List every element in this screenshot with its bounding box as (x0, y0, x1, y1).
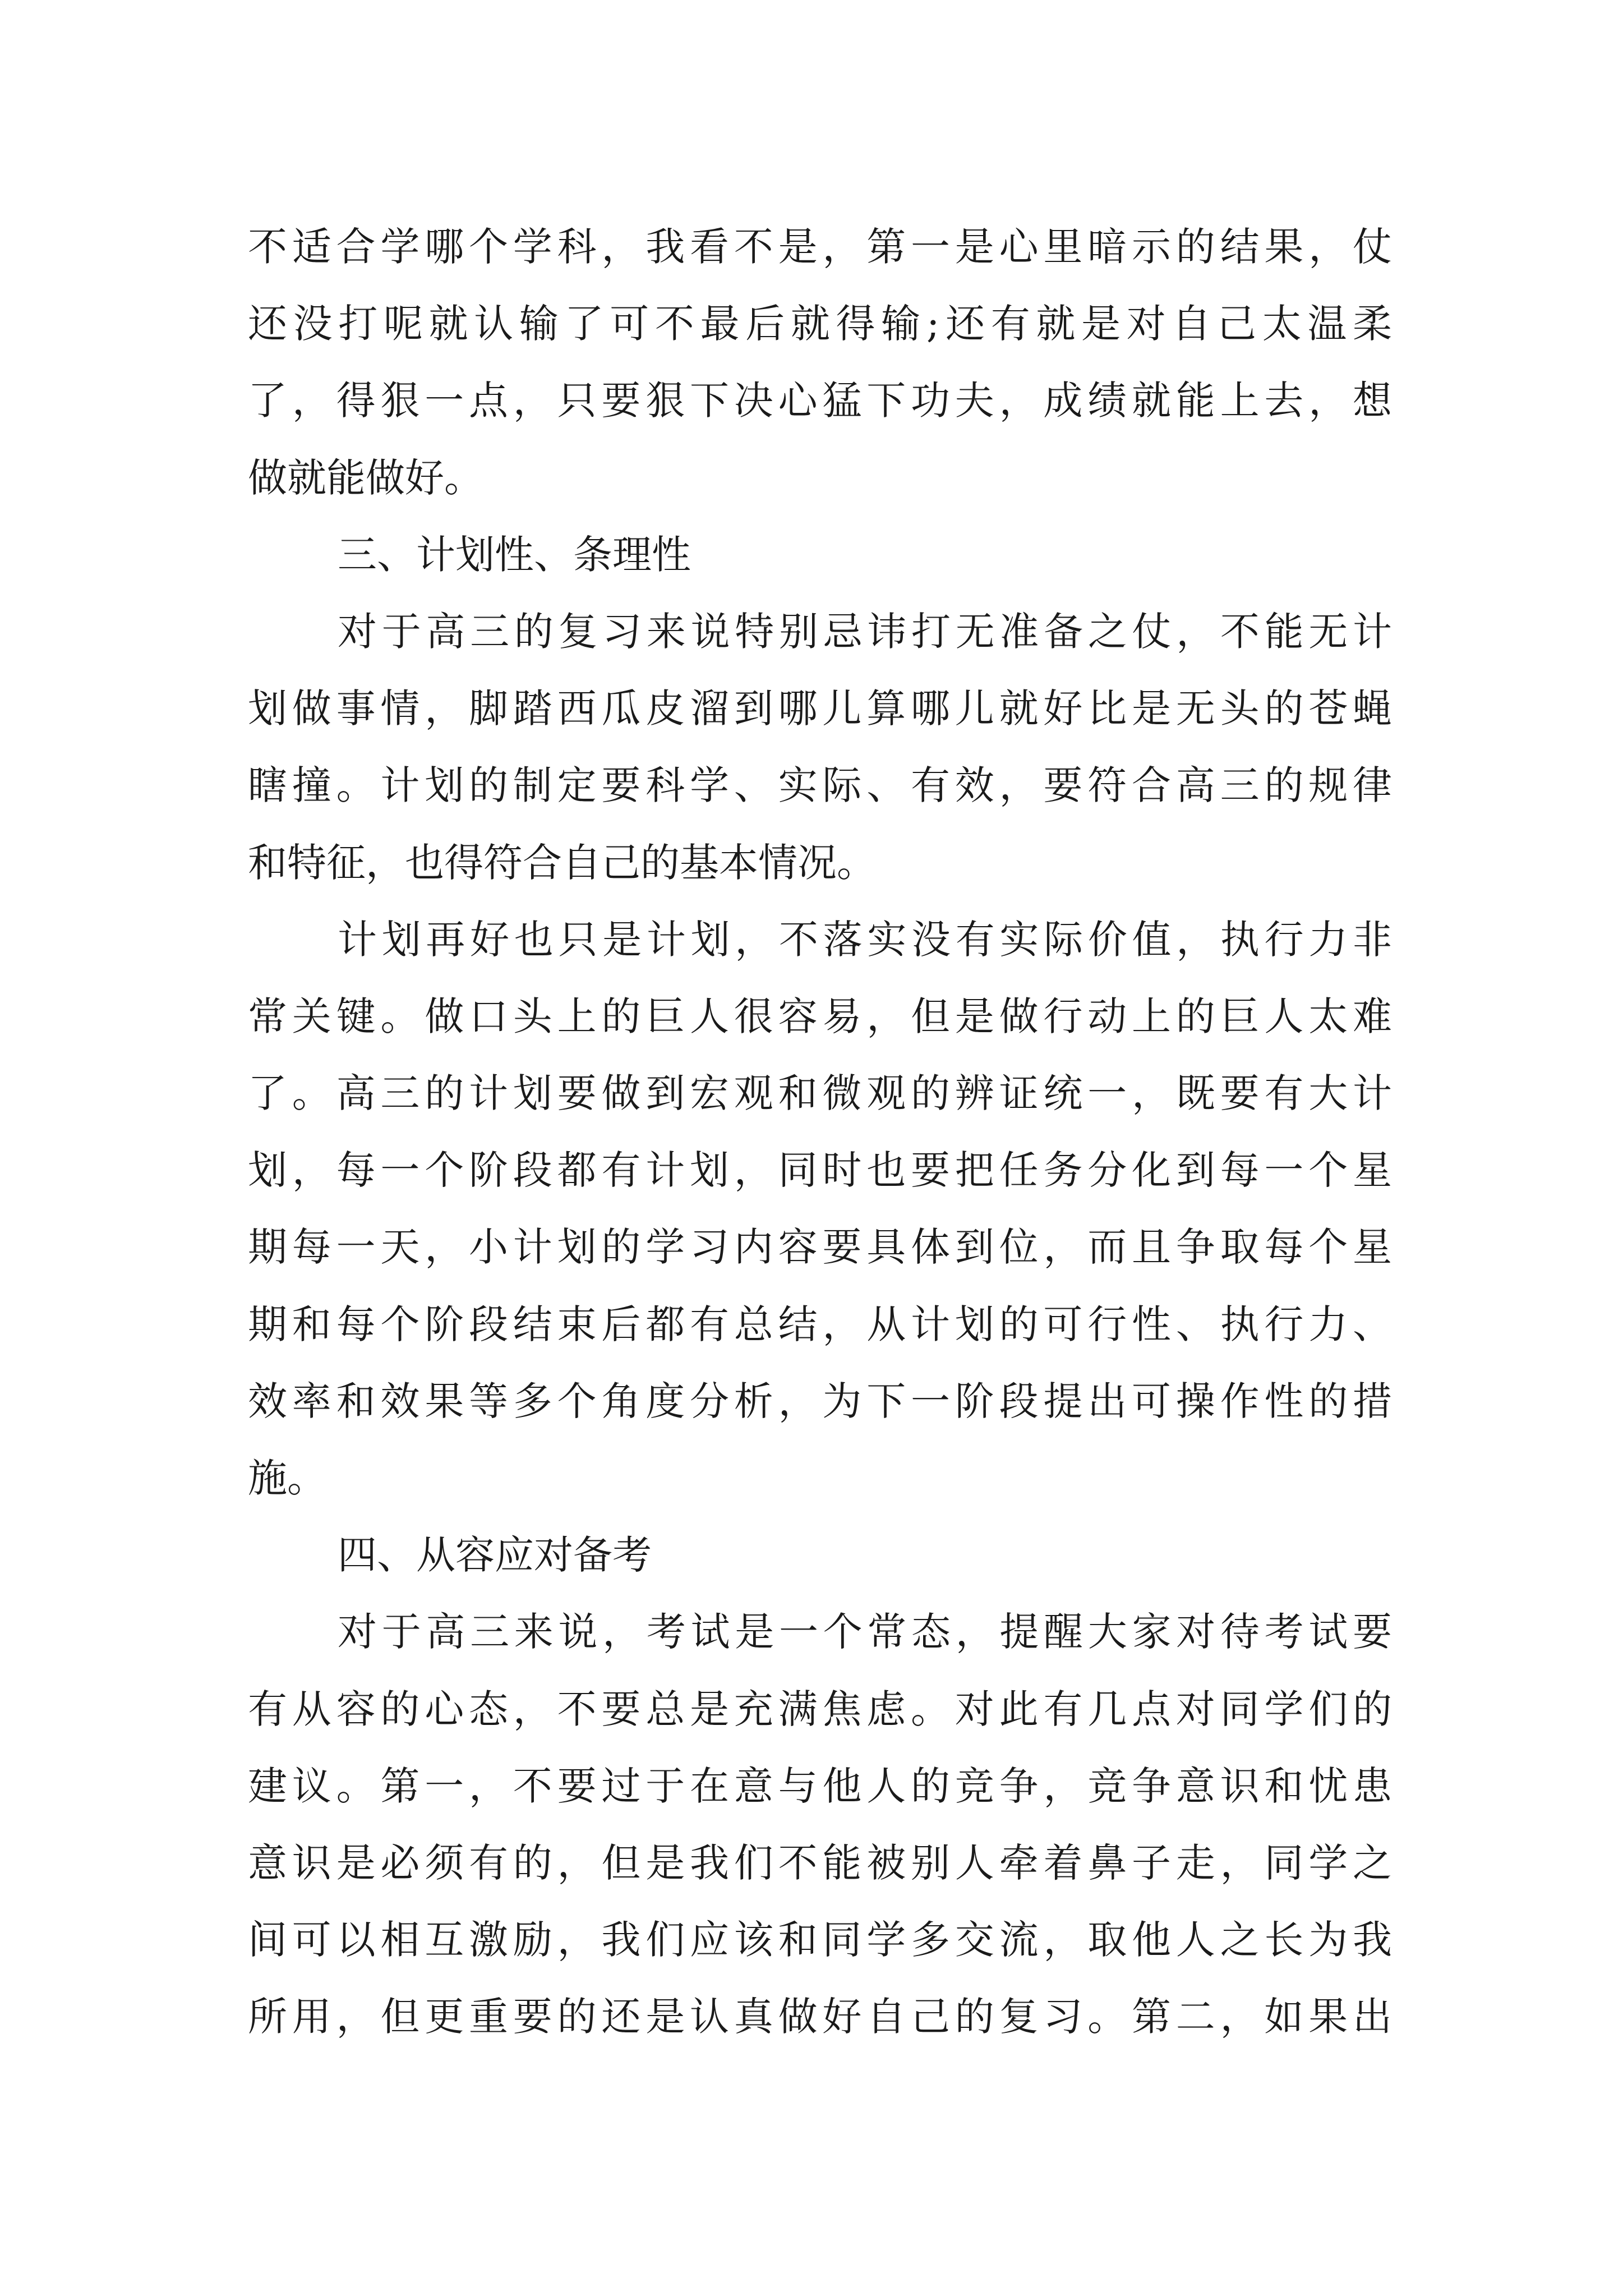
section-heading: 四、从容应对备考 (338, 1532, 652, 1579)
text-line: 间可以相互激励，我们应该和同学多交流，取他人之长为我 (248, 1917, 1392, 1963)
text-line: 对于高三的复习来说特别忌讳打无准备之仗，不能无计 (338, 608, 1392, 655)
text-line: 不适合学哪个学科，我看不是，第一是心里暗示的结果，仗 (248, 224, 1392, 270)
body-text (248, 209, 1392, 2056)
text-line: 有从容的心态，不要总是充满焦虑。对此有几点对同学们的 (248, 1686, 1392, 1732)
text-line: 施。 (248, 1455, 326, 1501)
text-line: 常关键。做口头上的巨人很容易，但是做行动上的巨人太难 (248, 993, 1392, 1039)
text-line: 了，得狠一点，只要狠下决心猛下功夫，成绩就能上去，想 (248, 378, 1392, 424)
text-line: 期每一天，小计划的学习内容要具体到位，而且争取每个星 (248, 1224, 1392, 1271)
text-line: 划，每一个阶段都有计划，同时也要把任务分化到每一个星 (248, 1147, 1392, 1194)
text-line: 做就能做好。 (248, 454, 483, 501)
text-line: 和特征，也得符合自己的基本情况。 (248, 839, 876, 886)
section-heading: 三、计划性、条理性 (338, 531, 691, 578)
text-line: 还没打呢就认输了可不最后就得输;还有就是对自己太温柔 (248, 301, 1392, 347)
text-line: 建议。第一，不要过于在意与他人的竞争，竞争意识和忧患 (248, 1763, 1392, 1809)
text-line: 了。高三的计划要做到宏观和微观的辨证统一，既要有大计 (248, 1070, 1392, 1117)
text-line: 意识是必须有的，但是我们不能被别人牵着鼻子走，同学之 (248, 1839, 1392, 1886)
text-line: 瞎撞。计划的制定要科学、实际、有效，要符合高三的规律 (248, 762, 1392, 809)
text-line: 划做事情，脚踏西瓜皮溜到哪儿算哪儿就好比是无头的苍蝇 (248, 685, 1392, 732)
text-line: 期和每个阶段结束后都有总结，从计划的可行性、执行力、 (248, 1301, 1392, 1347)
text-line: 计划再好也只是计划，不落实没有实际价值，执行力非 (338, 916, 1392, 963)
text-line: 对于高三来说，考试是一个常态，提醒大家对待考试要 (338, 1609, 1392, 1655)
text-line: 效率和效果等多个角度分析，为下一阶段提出可操作性的措 (248, 1378, 1392, 1424)
text-line: 所用，但更重要的还是认真做好自己的复习。第二，如果出 (248, 1994, 1392, 2040)
